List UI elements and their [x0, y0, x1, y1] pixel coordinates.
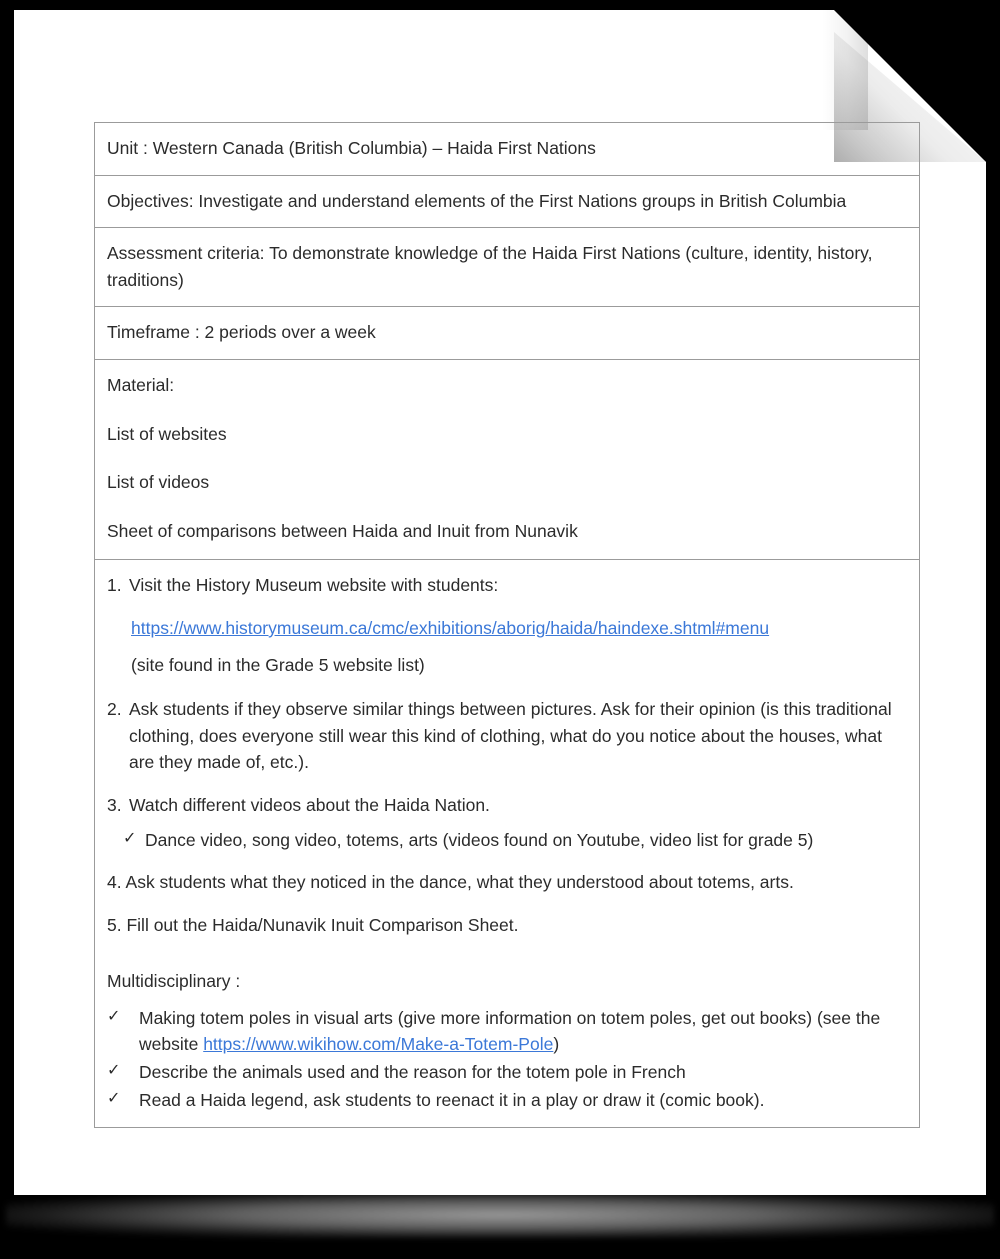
- material-item: List of videos: [107, 472, 210, 493]
- step-number: 3.: [107, 794, 122, 815]
- step-number: 1.: [107, 575, 122, 596]
- step-1: [107, 572, 907, 599]
- multidisciplinary-heading: Multidisciplinary :: [107, 971, 241, 992]
- step-1-note: (site found in the Grade 5 website list): [131, 654, 425, 675]
- unit-cell: [95, 123, 920, 176]
- material-item: List of websites: [107, 423, 227, 444]
- section-spacer: [107, 938, 907, 968]
- multidisciplinary-item: [139, 1005, 907, 1058]
- assessment-text: Assessment criteria: To demonstrate knowledge of the Haida First Nations (culture, identity, history, traditions): [107, 243, 873, 290]
- step-3: [107, 792, 907, 819]
- multidisciplinary-item: Describe the animals used and the reason for the totem pole in French: [139, 1062, 686, 1083]
- checkmark-icon: ✓: [107, 1007, 121, 1025]
- step-text: Visit the History Museum website with students:: [129, 575, 499, 596]
- item-text-before: Making totem poles in visual arts (give more information on totem poles, get out books) (see the website: [139, 1007, 881, 1055]
- timeframe-cell: [95, 307, 920, 360]
- timeframe-text: Timeframe : 2 periods over a week: [107, 322, 376, 343]
- material-item: Sheet of comparisons between Haida and Inuit from Nunavik: [107, 520, 578, 541]
- list-item: [107, 1059, 907, 1086]
- step-number: 4.: [107, 872, 122, 893]
- objectives-text: Objectives: Investigate and understand elements of the First Nations groups in British Columbia: [107, 190, 847, 211]
- checkmark-icon: ✓: [123, 829, 137, 847]
- table-row-unit: [95, 123, 920, 176]
- material-cell: [95, 359, 920, 559]
- step-text: Watch different videos about the Haida Nation.: [129, 794, 490, 815]
- assessment-cell: [95, 228, 920, 307]
- list-item: [123, 827, 907, 854]
- step-5: [107, 912, 907, 939]
- multidisciplinary-item: Read a Haida legend, ask students to reenact it in a play or draw it (comic book).: [139, 1089, 765, 1110]
- step-text: Ask students what they noticed in the dance, what they understood about totems, arts.: [125, 872, 794, 893]
- table-row-assessment: [95, 228, 920, 307]
- unit-text: Unit : Western Canada (British Columbia) – Haida First Nations: [107, 138, 596, 158]
- step-text: Fill out the Haida/Nunavik Inuit Comparison Sheet.: [126, 914, 519, 935]
- step-1-link-row: [131, 615, 907, 642]
- step-3-subitem-list: [123, 827, 907, 854]
- material-heading: Material:: [107, 374, 175, 395]
- procedure-cell: [95, 560, 920, 1128]
- table-row-objectives: [95, 175, 920, 228]
- lesson-plan-table: [94, 122, 920, 1128]
- step-4: [107, 869, 907, 896]
- multidisciplinary-list: [107, 1005, 907, 1113]
- page-drop-shadow: [6, 1192, 994, 1238]
- subitem-text: Dance video, song video, totems, arts (videos found on Youtube, video list for grade 5): [145, 829, 814, 850]
- step-text: Ask students if they observe similar things between pictures. Ask for their opinion (is this traditional clothing, does everyone still wear this kind of clothing, what do you notice about the houses, what are they made of, etc.).: [129, 699, 892, 773]
- paper-sheet: [14, 10, 986, 1195]
- objectives-cell: [95, 175, 920, 228]
- list-item: [107, 1087, 907, 1114]
- step-number: 2.: [107, 699, 122, 720]
- item-text-after: ): [553, 1034, 560, 1055]
- step-2: [107, 696, 907, 776]
- list-item: [107, 1005, 907, 1058]
- wikihow-totem-pole-link[interactable]: https://www.wikihow.com/Make-a-Totem-Pole: [203, 1034, 554, 1055]
- table-row-timeframe: [95, 307, 920, 360]
- table-row-material: [95, 359, 920, 559]
- step-number: 5.: [107, 914, 122, 935]
- checkmark-icon: ✓: [107, 1062, 121, 1080]
- checkmark-icon: ✓: [107, 1089, 121, 1107]
- history-museum-link[interactable]: https://www.historymuseum.ca/cmc/exhibitions/aborig/haida/haindexe.shtml#menu: [131, 617, 770, 638]
- table-row-procedure: [95, 560, 920, 1128]
